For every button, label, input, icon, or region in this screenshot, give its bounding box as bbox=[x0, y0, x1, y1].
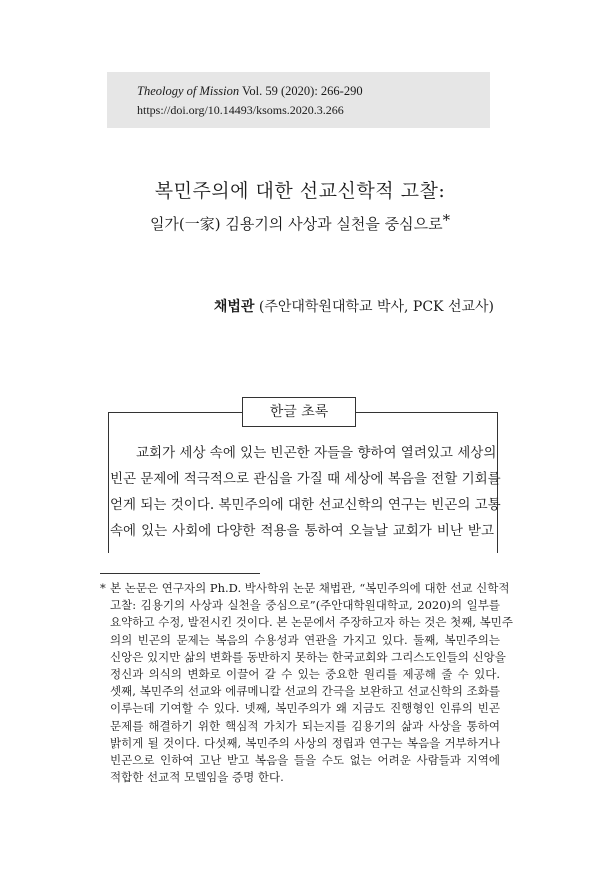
abstract-line: 속에 있는 사회에 다양한 적용을 통하여 오늘날 교회가 비난 받고 bbox=[110, 523, 494, 539]
footnote-line: 밝히게 될 것이다. 다섯째, 복민주의 사상의 정립과 연구는 복음을 거부하거나 bbox=[110, 735, 500, 750]
footnote-line: 의의 빈곤의 문제는 복음의 수용성과 연관을 가지고 있다. 둘째, 복민주의는 bbox=[110, 632, 500, 647]
footnote-line: 정신과 의식의 변화로 이끌어 갈 수 있는 중요한 원리를 제공해 줄 수 있다. bbox=[110, 667, 500, 682]
abstract-label: 한글 초록 bbox=[242, 397, 356, 427]
abstract-line: 얻게 되는 것이다. 복민주의에 대한 선교신학의 연구는 빈곤의 고통 bbox=[110, 497, 501, 513]
author-affiliation: (주안대학원대학교 박사, PCK 선교사) bbox=[258, 299, 494, 315]
footnote-marker[interactable]: * bbox=[442, 211, 451, 229]
footnote bbox=[100, 580, 514, 786]
doi-link[interactable]: https://doi.org/10.14493/ksoms.2020.3.266 bbox=[137, 103, 344, 117]
footnote-mark: * bbox=[100, 581, 106, 595]
paper-subtitle bbox=[0, 213, 600, 234]
paper-title: 복민주의에 대한 선교신학적 고찰: bbox=[154, 180, 446, 202]
footnote-line: * 본 논문은 연구자의 Ph.D. 박사학위 논문 채법관, “복민주의에 대한 선교 신학적 bbox=[100, 580, 500, 597]
journal-header bbox=[107, 72, 490, 128]
footnote-divider bbox=[100, 573, 260, 574]
abstract-body bbox=[110, 440, 501, 544]
journal-name: Theology of Mission bbox=[137, 84, 240, 98]
footnote-line: 적합한 선교적 모델임을 증명 한다. bbox=[110, 770, 284, 785]
author-name: 채법관 bbox=[213, 299, 255, 315]
author-line bbox=[214, 296, 494, 316]
abstract-line: 빈곤 문제에 적극적으로 관심을 가질 때 세상에 복음을 전할 기회를 bbox=[110, 471, 501, 487]
footnote-line: 요약하고 수정, 발전시킨 것이다. 본 논문에서 주장하고자 하는 것은 첫째, 복민주 bbox=[110, 615, 514, 630]
footnote-line: 이루는데 기여할 수 있다. 넷째, 복민주의가 왜 지금도 진행형인 인류의 빈곤 bbox=[110, 701, 500, 716]
footnote-line: 신앙은 있지만 삶의 변화를 동반하지 못하는 한국교회와 그리스도인들의 신앙을 bbox=[110, 649, 506, 664]
journal-citation bbox=[137, 84, 363, 99]
footnote-line: 셋째, 복민주의 선교와 에큐메니칼 선교의 간극을 보완하고 선교신학의 조화를 bbox=[110, 684, 500, 699]
abstract-line: 교회가 세상 속에 있는 빈곤한 자들을 향하여 열려있고 세상의 bbox=[136, 445, 497, 461]
footnote-line: 빈곤으로 인하여 고난 받고 복음을 들을 수도 없는 어려운 사람들과 지역에 bbox=[110, 753, 500, 768]
volume-info: Vol. 59 (2020): 266-290 bbox=[242, 84, 363, 98]
subtitle-text: 일가(一家) 김용기의 사상과 실천을 중심으로 bbox=[149, 215, 443, 233]
footnote-line: 고찰: 김용기의 사상과 실천을 중심으로”(주안대학원대학교, 2020)의 일부를 bbox=[110, 598, 500, 613]
footnote-line: 문제를 해결하기 위한 핵심적 가치가 되는지를 김용기의 삶과 사상을 통하여 bbox=[110, 718, 500, 733]
